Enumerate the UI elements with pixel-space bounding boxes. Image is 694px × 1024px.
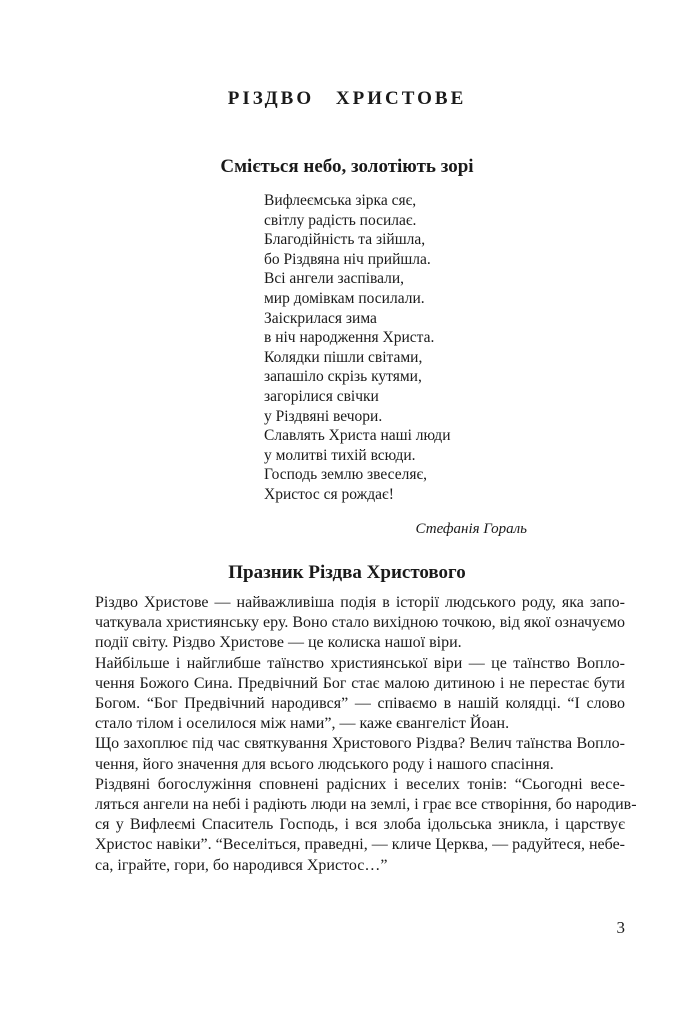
paragraph-line: чення, його значення для всього людського роду і нашого спасіння. [95,755,554,773]
poem-line: Господь землю звеселяє, [264,466,427,484]
poem-line: в ніч народження Христа. [264,329,435,347]
poem-stanza [264,191,564,505]
poem-line: у молитві тихій всюди. [264,446,416,464]
poem-line: Колядки пішли світами, [264,348,423,366]
paragraph-line: події світу. Різдво Христове — це колиска нашої віри. [95,634,462,652]
poem-line: Христос ся рождає! [264,485,394,503]
article-paragraph [73,734,625,774]
paragraph-line: ляться ангели на небі і радіють люди на землі, і грає все створіння, бо народив- [95,796,637,814]
paragraph-line: Богом. “Бог Предвічний народився” — співаємо в нашій колядці. “І слово [95,695,625,713]
article-paragraph [73,775,637,876]
poem-line: Всі ангели заспівали, [264,270,405,288]
poem-line: Благодійність та зійшла, [264,231,426,249]
paragraph-line: Найбільше і найглибше таїнство християнської віри — це таїнство Вопло- [95,654,625,672]
poem-line: Заіскрилася зима [264,309,377,327]
poem-line: бо Різдвяна ніч прийшла. [264,250,431,268]
poem-line: світлу радість посилає. [264,211,417,229]
article-paragraph [73,593,625,654]
poem-line: запашіло скрізь кутями, [264,368,422,386]
poem-line: у Різдвяні вечори. [264,407,383,425]
paragraph-line: са, іграйте, гори, бо народився Христос…” [95,856,388,874]
paragraph-line: чення Божого Сина. Предвічний Бог стає малою дитиною і не перестає бути [95,674,625,692]
paragraph-line: Христос навіки”. “Веселіться, праведні, — кличе Церква, — радуйтеся, небе- [95,836,625,854]
poem-line: Вифлеємська зірка сяє, [264,192,417,209]
poem-author: Стефанія Гораль [415,521,527,537]
article-title: Празник Різдва Христового [228,562,466,583]
poem-line: загорілися свічки [264,387,379,405]
paragraph-line: стало тілом і оселилося між нами”, — каже євангеліст Йоан. [95,715,510,733]
article-paragraph [73,654,625,735]
paragraph-line: Що захоплює під час святкування Христового Різдва? Велич таїнства Вопло- [95,735,625,753]
paragraph-line: ся у Вифлеємі Спаситель Господь, і вся злоба ідольська зникла, і царствує [95,816,625,834]
page-number: 3 [616,918,625,937]
poem-title: Сміється небо, золотіють зорі [220,156,474,177]
article-body [73,593,637,876]
paragraph-line: Різдвяні богослужіння сповнені радісних і веселих тонів: “Сьогодні весе- [95,775,625,793]
poem-line: мир домівкам посилали. [264,289,425,307]
paragraph-line: Різдво Христове — найважливіша подія в історії людського роду, яка запо- [95,594,625,611]
paragraph-line: чаткувала християнську еру. Воно стало вихідною точкою, від якої означуємо [95,614,625,632]
page-title: РІЗДВО ХРИСТОВЕ [227,88,467,109]
poem-line: Славлять Христа наші люди [264,427,451,445]
